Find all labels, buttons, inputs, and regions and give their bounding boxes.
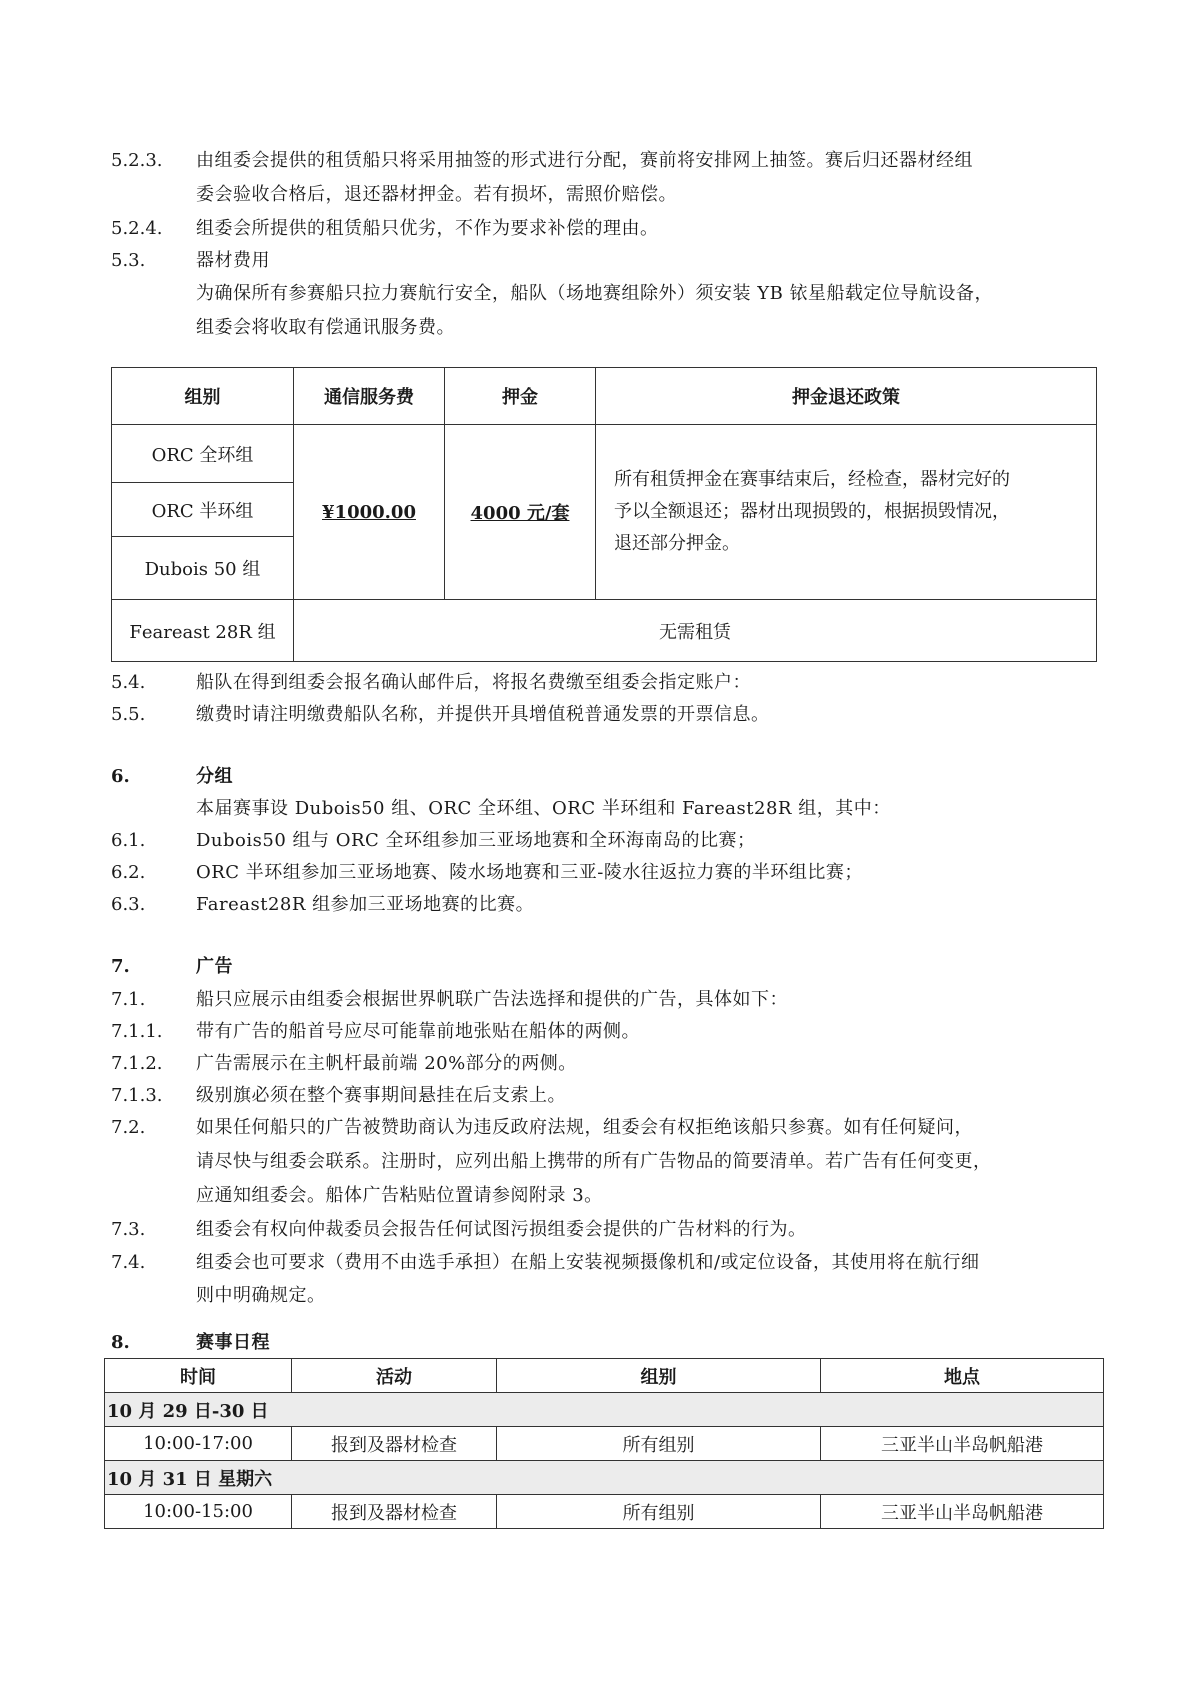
- clause-number: 7.1.: [111, 989, 146, 1010]
- clause-number: 7.4.: [111, 1252, 146, 1273]
- section-number: 7.: [111, 956, 130, 977]
- schedule-table: [104, 1358, 1104, 1529]
- clause-number: 6.1.: [111, 830, 146, 851]
- time-cell: 10:00-15:00: [105, 1495, 292, 1529]
- clause-text: 广告需展示在主帆杆最前端 20%部分的两侧。: [196, 1053, 577, 1074]
- clause-text: 船只应展示由组委会根据世界帆联广告法选择和提供的广告，具体如下：: [196, 989, 788, 1010]
- clause-text: Dubois50 组与 ORC 全环组参加三亚场地赛和全环海南岛的比赛；: [196, 830, 756, 851]
- no-rental-cell: 无需租赁: [294, 600, 1097, 662]
- clause-text-continued: 请尽快与组委会联系。注册时，应列出船上携带的所有广告物品的简要清单。若广告有任何变更，: [196, 1151, 992, 1172]
- header-cell: 组别: [112, 368, 294, 425]
- clause-text: ORC 半环组参加三亚场地赛、陵水场地赛和三亚-陵水往返拉力赛的半环组比赛；: [196, 862, 863, 883]
- clause-number: 5.5.: [111, 704, 146, 725]
- clause-text: 组委会也可要求（费用不由选手承担）在船上安装视频摄像机和/或定位设备，其使用将在航行细: [196, 1252, 980, 1273]
- clause-text-continued: 委会验收合格后，退还器材押金。若有损坏，需照价赔偿。: [196, 184, 677, 205]
- clause-heading: 器材费用: [196, 250, 270, 271]
- policy-line: 所有租赁押金在赛事结束后，经检查，器材完好的: [614, 469, 1010, 490]
- clause-text: 由组委会提供的租赁船只将采用抽签的形式进行分配，赛前将安排网上抽签。赛后归还器材经组: [196, 150, 973, 171]
- header-cell: 地点: [821, 1359, 1104, 1393]
- table-row: [105, 1427, 1104, 1461]
- clause-number: 6.2.: [111, 862, 146, 883]
- time-cell: 10:00-17:00: [105, 1427, 292, 1461]
- section-title: 赛事日程: [196, 1332, 270, 1353]
- header-cell: 活动: [292, 1359, 497, 1393]
- section-number: 8.: [111, 1332, 130, 1353]
- clause-text: 如果任何船只的广告被赞助商认为违反政府法规，组委会有权拒绝该船只参赛。如有任何疑问，: [196, 1117, 973, 1138]
- clause-text: 船队在得到组委会报名确认邮件后，将报名费缴至组委会指定账户：: [196, 672, 751, 693]
- equipment-fee-table: [111, 367, 1097, 662]
- table-row: [105, 1495, 1104, 1529]
- date-row: [105, 1393, 1104, 1427]
- location-cell: 三亚半山半岛帆船港: [821, 1495, 1104, 1529]
- clause-text: 组委会有权向仲裁委员会报告任何试图污损组委会提供的广告材料的行为。: [196, 1219, 807, 1240]
- clause-number: 5.2.4.: [111, 218, 163, 239]
- date-cell: 10 月 29 日-30 日: [105, 1393, 1104, 1427]
- group-cell: Fеareast 28R 组: [112, 600, 294, 662]
- clause-number: 7.2.: [111, 1117, 146, 1138]
- clause-text: 为确保所有参赛船只拉力赛航行安全，船队（场地赛组除外）须安装 YB 铱星船载定位导航设备，: [196, 283, 994, 304]
- clause-text: 组委会所提供的租赁船只优劣，不作为要求补偿的理由。: [196, 218, 659, 239]
- group-cell: Dubois 50 组: [112, 537, 294, 600]
- clause-text: 缴费时请注明缴费船队名称，并提供开具增值税普通发票的开票信息。: [196, 704, 770, 725]
- clause-text-continued: 则中明确规定。: [196, 1285, 326, 1306]
- deposit-cell: 4000 元/套: [445, 425, 596, 600]
- clause-number: 6.3.: [111, 894, 146, 915]
- clause-text: Fareast28R 组参加三亚场地赛的比赛。: [196, 894, 535, 915]
- clause-number: 7.1.1.: [111, 1021, 163, 1042]
- header-cell: 押金退还政策: [596, 368, 1097, 425]
- clause-text-continued: 应通知组委会。船体广告粘贴位置请参阅附录 3。: [196, 1185, 603, 1206]
- section-title: 广告: [196, 956, 233, 977]
- fee-cell: ¥1000.00: [294, 425, 445, 600]
- table-row: [112, 425, 1097, 483]
- header-cell: 押金: [445, 368, 596, 425]
- clause-number: 5.2.3.: [111, 150, 163, 171]
- clause-number: 5.3.: [111, 250, 146, 271]
- clause-number: 7.1.2.: [111, 1053, 163, 1074]
- activity-cell: 报到及器材检查: [292, 1495, 497, 1529]
- policy-cell: [596, 425, 1097, 600]
- group-cell: 所有组别: [497, 1427, 821, 1461]
- clause-text: 带有广告的船首号应尽可能靠前地张贴在船体的两侧。: [196, 1021, 640, 1042]
- activity-cell: 报到及器材检查: [292, 1427, 497, 1461]
- clause-number: 7.3.: [111, 1219, 146, 1240]
- header-cell: 组别: [497, 1359, 821, 1393]
- group-cell: ORC 半环组: [112, 483, 294, 537]
- section-number: 6.: [111, 766, 130, 787]
- section-intro: 本届赛事设 Dubois50 组、ORC 全环组、ORC 半环组和 Fareast28R 组，其中：: [196, 798, 891, 819]
- table-header-row: [105, 1359, 1104, 1393]
- group-cell: 所有组别: [497, 1495, 821, 1529]
- date-row: [105, 1461, 1104, 1495]
- group-cell: ORC 全环组: [112, 425, 294, 483]
- header-cell: 时间: [105, 1359, 292, 1393]
- policy-line: 予以全额退还；器材出现损毁的，根据损毁情况，: [614, 501, 1010, 522]
- clause-text: 级别旗必须在整个赛事期间悬挂在后支索上。: [196, 1085, 566, 1106]
- header-cell: 通信服务费: [294, 368, 445, 425]
- clause-number: 7.1.3.: [111, 1085, 163, 1106]
- table-header-row: [112, 368, 1097, 425]
- clause-text-continued: 组委会将收取有偿通讯服务费。: [196, 317, 455, 338]
- table-row: [112, 600, 1097, 662]
- policy-line: 退还部分押金。: [614, 533, 740, 554]
- section-title: 分组: [196, 766, 233, 787]
- clause-number: 5.4.: [111, 672, 146, 693]
- date-cell: 10 月 31 日 星期六: [105, 1461, 1104, 1495]
- location-cell: 三亚半山半岛帆船港: [821, 1427, 1104, 1461]
